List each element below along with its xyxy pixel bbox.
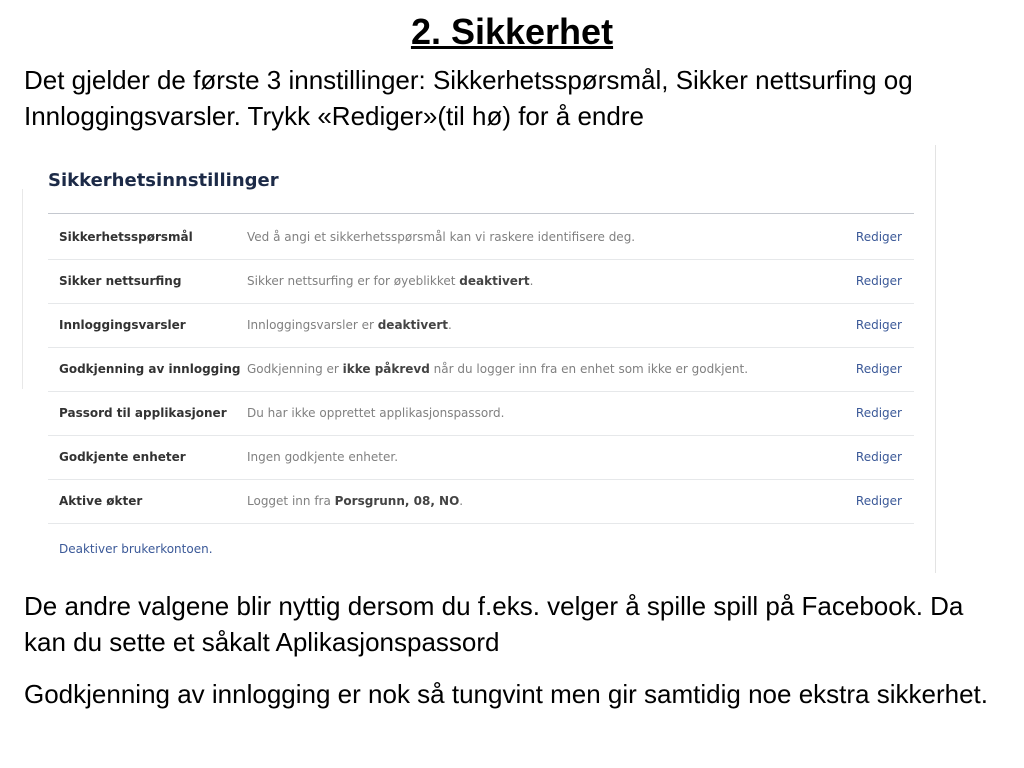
settings-table [48, 216, 914, 524]
setting-description: Sikker nettsurfing er for øyeblikket deaktivert. [247, 274, 534, 288]
edit-link[interactable]: Rediger [855, 362, 902, 376]
setting-description: Ingen godkjente enheter. [247, 450, 399, 464]
setting-label: Sikker nettsurfing [59, 274, 182, 288]
edit-link[interactable]: Rediger [855, 406, 902, 420]
security-settings-panel [24, 145, 936, 573]
edit-link[interactable]: Rediger [855, 230, 902, 244]
setting-description: Ved å angi et sikkerhetsspørsmål kan vi raskere identifisere deg. [247, 230, 636, 244]
setting-label: Sikkerhetsspørsmål [59, 230, 193, 244]
intro-text: Det gjelder de første 3 innstillinger: Sikkerhetsspørsmål, Sikker nettsurfing og Innloggingsvarsler. Trykk «Rediger»(til hø) for å endre [24, 65, 913, 131]
body-paragraph-login-approval: Godkjenning av innlogging er nok så tungvint men gir samtidig noe ekstra sikkerhet. [24, 679, 988, 709]
setting-description: Logget inn fra Porsgrunn, 08, NO. [247, 494, 464, 508]
edit-link[interactable]: Rediger [855, 494, 902, 508]
setting-label: Passord til applikasjoner [59, 406, 227, 420]
setting-label: Innloggingsvarsler [59, 318, 186, 332]
edit-link[interactable]: Rediger [855, 274, 902, 288]
setting-row-login-approval[interactable] [48, 348, 914, 392]
setting-description: Innloggingsvarsler er deaktivert. [247, 318, 452, 332]
setting-label: Godkjente enheter [59, 450, 186, 464]
setting-row-secure-browsing[interactable] [48, 260, 914, 304]
deactivate-account-link[interactable]: Deaktiver brukerkontoen. [59, 542, 213, 556]
setting-row-approved-devices[interactable] [48, 436, 914, 480]
edit-link[interactable]: Rediger [855, 318, 902, 332]
edit-link[interactable]: Rediger [855, 450, 902, 464]
setting-label: Godkjenning av innlogging [59, 362, 241, 376]
setting-row-app-passwords[interactable] [48, 392, 914, 436]
setting-description: Du har ikke opprettet applikasjonspassord. [247, 406, 505, 420]
slide-title: 2. Sikkerhet [410, 11, 614, 52]
setting-row-login-notifications[interactable] [48, 304, 914, 348]
setting-row-security-question[interactable] [48, 216, 914, 260]
panel-edge-divider [22, 189, 25, 389]
security-settings-heading: Sikkerhetsinnstillinger [48, 170, 279, 191]
body-paragraph-apps: De andre valgene blir nyttig dersom du f.eks. velger å spille spill på Facebook. Da kan du sette et såkalt Aplikasjonspassord [24, 591, 964, 657]
setting-row-active-sessions[interactable] [48, 480, 914, 524]
setting-description: Godkjenning er ikke påkrevd når du logger inn fra en enhet som ikke er godkjent. [247, 362, 749, 376]
heading-divider [48, 213, 914, 214]
setting-label: Aktive økter [59, 494, 143, 508]
